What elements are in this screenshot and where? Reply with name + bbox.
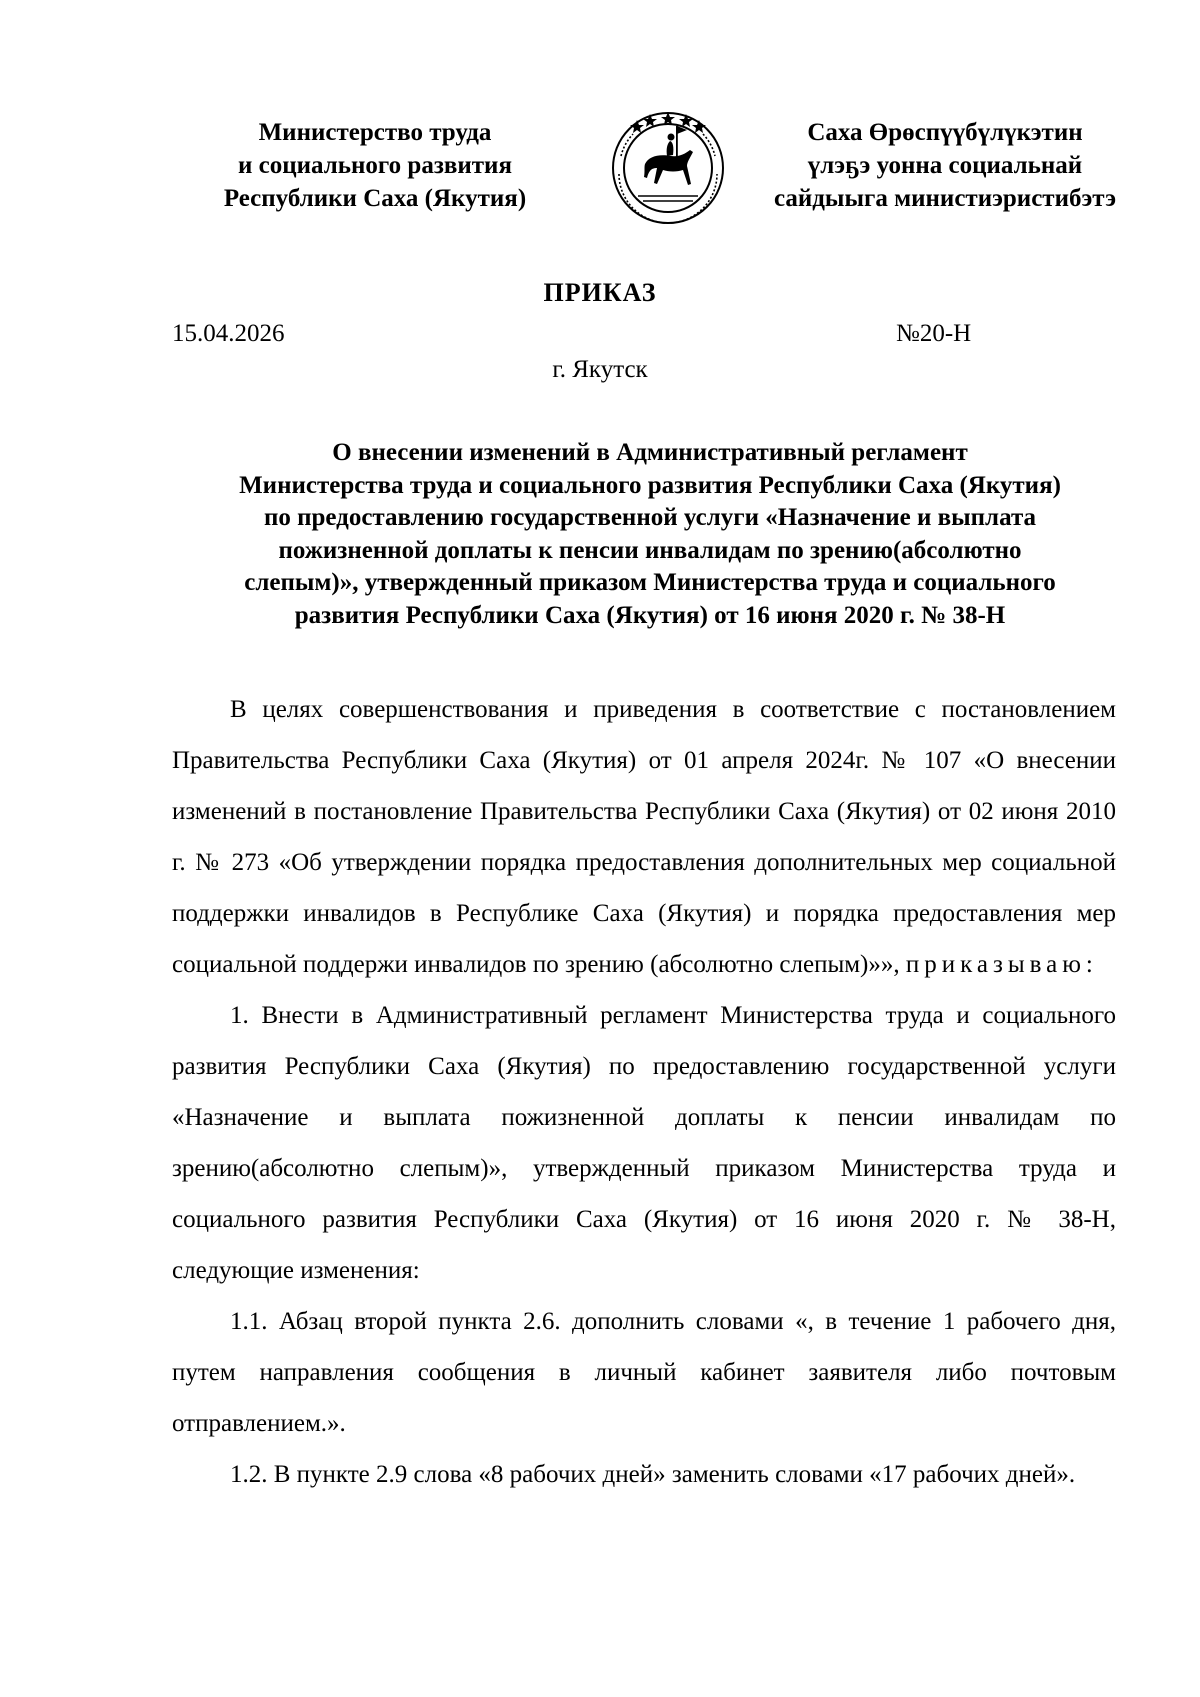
document-date: 15.04.2026 — [172, 320, 285, 347]
title-line: по предоставлению государственной услуги «Назначение и выплата — [263, 504, 1037, 531]
title-line: пожизненной доплаты к пенсии инвалидам по зрению(абсолютно — [278, 536, 1022, 564]
preamble-text: В целях совершенствования и приведения в соответствие с постановлением Правительства Республики Саха (Якутия) от 01 апреля 2024г. № 107 «О внесении изменений в постановление Правительства Республики Саха (Якутия) от 02 июня 2010 г. № 273 «Об утверждении порядка предоставления дополнительных мер социальной поддержки инвалидов в Республике Саха (Якутия) и порядка предоставления мер социальной поддержи инвалидов по зрению (абсолютно слепым)»», — [172, 696, 1116, 978]
document-body — [172, 684, 1116, 1500]
clause-paragraph: 1.1. Абзац второй пункта 2.6. дополнить словами «, в течение 1 рабочего дня, путем направления сообщения в личный кабинет заявителя либо почтовым отправлением.». — [172, 1308, 1116, 1437]
ministry-name-line: үлэҕэ уонна социальнай — [807, 152, 1083, 179]
ministry-name-line: Республики Саха (Якутия) — [223, 185, 527, 212]
clause-paragraph: 1. Внести в Административный регламент Министерства труда и социального развития Республики Саха (Якутия) по предоставлению государственной услуги «Назначение и выплата пожизненной доплаты к пенсии инвалидам по зрению(абсолютно слепым)», утвержденный приказом Министерства труда и социального развития Республики Саха (Якутия) от 16 июня 2020 г. № 38-Н, следующие изменения: — [172, 1002, 1116, 1284]
ministry-name-line: и социального развития — [238, 152, 512, 179]
order-keyword: приказываю: — [905, 951, 1098, 978]
document-title — [172, 437, 1128, 632]
ministry-name-line: Министерство труда — [258, 119, 492, 146]
document-number: №20-Н — [896, 320, 972, 347]
ministry-name-sakha — [755, 116, 1135, 215]
document-type: ПРИКАЗ — [543, 278, 657, 307]
title-line: развития Республики Саха (Якутия) от 16 июня 2020 г. № 38-Н — [294, 601, 1006, 629]
republic-sakha-coat-of-arms-icon — [593, 104, 743, 229]
title-line: О внесении изменений в Административный регламент — [332, 439, 968, 466]
title-line: Министерства труда и социального развития Республики Саха (Якутия) — [239, 471, 1061, 499]
document-city: г. Якутск — [552, 356, 648, 383]
clause-paragraph: 1.2. В пункте 2.9 слова «8 рабочих дней» заменить словами «17 рабочих дней». — [230, 1461, 1076, 1488]
ministry-name-line: сайдыыга министиэристибэтэ — [773, 185, 1117, 212]
title-line: слепым)», утвержденный приказом Министерства труда и социального — [244, 569, 1056, 596]
ministry-name-line: Саха Өрөспүүбүлүкэтин — [807, 119, 1083, 146]
ministry-name-russian — [200, 116, 550, 215]
preamble-paragraph — [172, 684, 1116, 990]
